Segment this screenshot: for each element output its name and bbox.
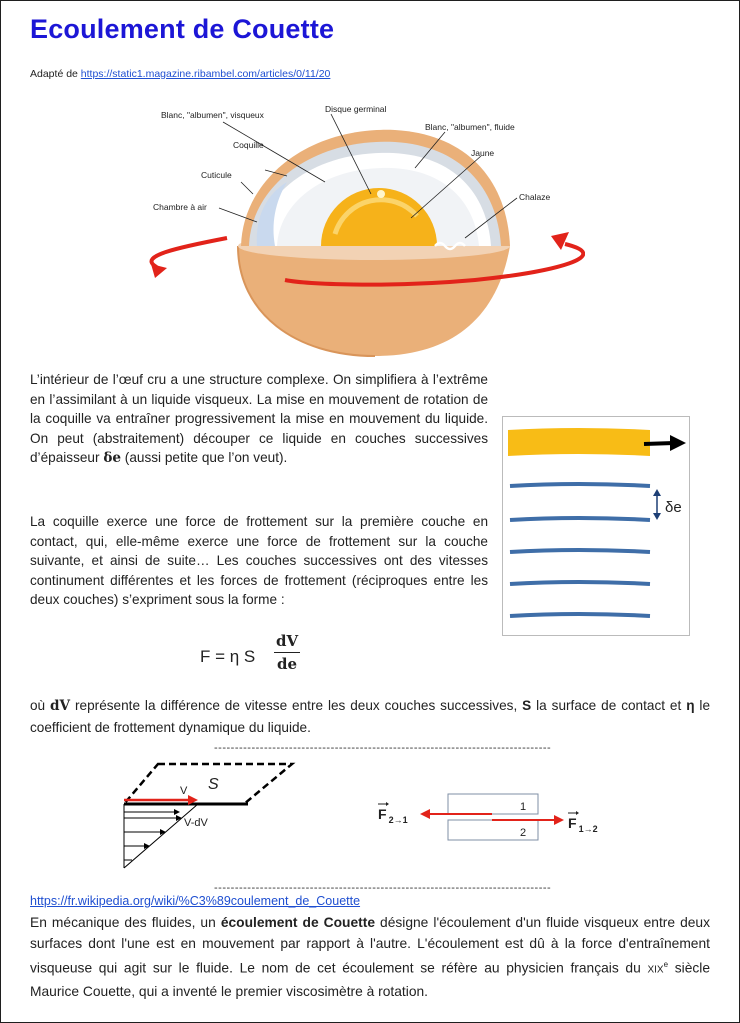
separator-bottom: --------------------------------------------------------------------------------- [214, 882, 552, 894]
egg-germinal-disc [377, 190, 385, 198]
couette-term: écoulement de Couette [220, 915, 375, 930]
paragraph-definitions: où dV représente la différence de vitesse entre les deux couches successives, S la surface de contact et η le coefficient de frottement dynamique du liquide. [30, 698, 711, 735]
formula-denominator: de [277, 655, 298, 673]
surface-label: S [208, 776, 219, 793]
label-chambre-air: Chambre à air [153, 202, 207, 212]
separator-top: --------------------------------------------------------------------------------- [214, 742, 552, 754]
layers-diagram [502, 416, 690, 636]
thickness-label: δe [665, 499, 682, 516]
force-2-on-1-label: F $_{2\to 1}$ [378, 806, 408, 825]
velocity-arrow [644, 443, 674, 444]
formula-fraction [274, 632, 300, 673]
source-prefix: Adapté de [30, 68, 81, 80]
friction-formula [200, 630, 320, 686]
century-numeral: XIX [647, 964, 664, 976]
paragraph-wikipedia: En mécanique des fluides, un écoulement de Couette désigne l'écoulement d'un fluide visqueux entre deux surfaces dont l'une est en mouvement par rapport à l'autre. L'écoulement est dû à la force d'entraînement visqueuse qui agit sur le fluide. Le nom de cet écoulement se réfère au physicien français du XIXe siècle Maurice Couette, qui a inventé le premier viscosimètre à rotation. [30, 915, 711, 999]
label-jaune: Jaune [471, 148, 495, 158]
label-cuticule: Cuticule [201, 170, 232, 180]
dv-symbol: dV [50, 698, 71, 714]
force-1-on-2-label: F $_{1\to 2}$ [568, 815, 598, 834]
label-albumen-visqueux: Blanc, "albumen", visqueux [161, 110, 264, 120]
forces-diagram [372, 790, 622, 846]
layer-1-label: 1 [520, 801, 527, 813]
layer-2-label: 2 [520, 827, 527, 839]
velocity-vdv-label: V-dV [184, 817, 208, 829]
egg-diagram [145, 98, 585, 360]
velocity-profile [124, 804, 198, 868]
rotation-arrow-left [152, 238, 227, 272]
label-coquille: Coquille [233, 140, 264, 150]
paragraph-friction: La coquille exerce une force de frottement sur la première couche en contact, qui, elle-même exerce une force de frottement sur la couche suivante, et ainsi de suite… Les couches successives ont des vitesses continument différentes et les forces de frottement (réciproques entre les deux couches) s’expriment sous la forme : [30, 514, 488, 608]
wikipedia-link[interactable]: https://fr.wikipedia.org/wiki/%C3%89coulement_de_Couette [30, 894, 361, 908]
formula-lhs: F = η S [200, 647, 256, 666]
eta-symbol: η [686, 698, 695, 713]
s-symbol: S [522, 698, 532, 713]
shear-flow-diagram [110, 760, 310, 876]
paragraph-intro: L’intérieur de l’œuf cru a une structure complexe. On simplifiera à l’extrême en l’assimilant à un liquide visqueux. La mise en mouvement de rotation de la coquille va entraîner progressivement la mise en mouvement du liquide. On peut (abstraitement) découper ce liquide en couches successives d’épaisseur δe (aussi petite que l’on veut). [30, 372, 488, 467]
label-chalaze: Chalaze [519, 192, 551, 202]
source-line [30, 68, 330, 80]
top-layer [508, 428, 650, 456]
page-title: Ecoulement de Couette [30, 14, 335, 44]
velocity-v-label: V [180, 785, 188, 797]
source-link[interactable]: https://static1.magazine.ribambel.com/articles/0/11/20 [80, 68, 331, 80]
label-albumen-fluide: Blanc, "albumen", fluide [425, 122, 515, 132]
formula-numerator: dV [276, 632, 299, 650]
delta-e-symbol: δe [103, 450, 122, 467]
egg-shell-bottom [238, 246, 510, 356]
label-disque-germinal: Disque germinal [325, 104, 387, 114]
